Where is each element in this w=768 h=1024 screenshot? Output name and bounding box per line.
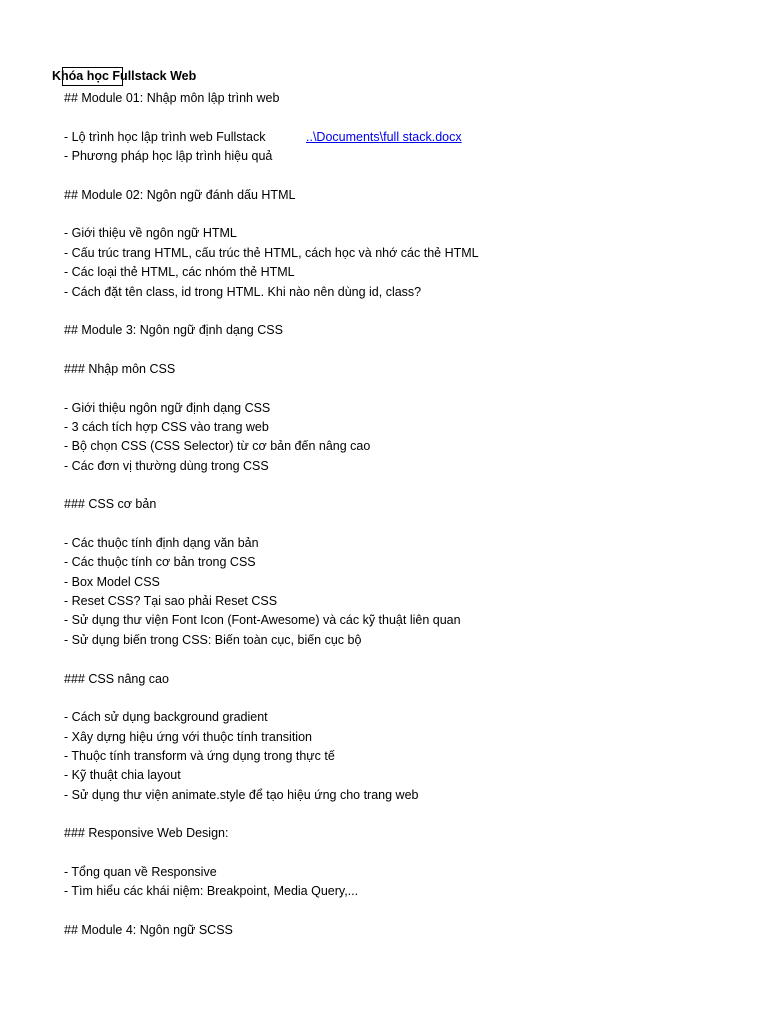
- text-line: - Giới thiệu ngôn ngữ định dạng CSS: [64, 400, 271, 415]
- document-hyperlink[interactable]: ..\Documents\full stack.docx: [306, 130, 462, 144]
- document-title: [52, 67, 197, 86]
- text-line: ## Module 02: Ngôn ngữ đánh dấu HTML: [64, 187, 296, 202]
- text-line: - Tìm hiểu các khái niệm: Breakpoint, Media Query,...: [64, 884, 359, 899]
- text-line: - Reset CSS? Tại sao phải Reset CSS: [64, 594, 278, 609]
- text-line: - Tổng quan về Responsive: [64, 865, 217, 879]
- text-line: - Box Model CSS: [64, 574, 160, 589]
- text-line: - Các thuộc tính cơ bản trong CSS: [64, 555, 256, 570]
- text-line: - Thuộc tính transform và ứng dụng trong thực tế: [64, 748, 335, 763]
- text-line: ## Module 4: Ngôn ngữ SCSS: [64, 923, 233, 938]
- text-line: - Bộ chọn CSS (CSS Selector) từ cơ bản đến nâng cao: [64, 439, 371, 454]
- text-line: - Các đơn vị thường dùng trong CSS: [64, 458, 269, 473]
- text-line: - Các thuộc tính định dạng văn bản: [64, 536, 259, 551]
- text-line: ## Module 3: Ngôn ngữ định dạng CSS: [64, 323, 283, 338]
- document-title-text: Khóa học Fullstack Web: [52, 69, 197, 83]
- text-line: ### CSS cơ bản: [64, 497, 157, 512]
- text-line: - 3 cách tích hợp CSS vào trang web: [64, 419, 269, 434]
- text-line: ### Nhập môn CSS: [64, 361, 176, 376]
- text-line: - Kỹ thuật chia layout: [64, 768, 181, 783]
- text-line: - Các loại thẻ HTML, các nhóm thẻ HTML: [64, 265, 295, 280]
- text-line: - Cách sử dụng background gradient: [64, 710, 268, 725]
- text-line: - Lộ trình học lập trình web Fullstack: [64, 129, 266, 144]
- text-line: ### Responsive Web Design:: [64, 826, 229, 841]
- text-line: - Xây dựng hiệu ứng với thuộc tính transition: [64, 729, 312, 744]
- text-line: - Cách đặt tên class, id trong HTML. Khi nào nên dùng id, class?: [64, 284, 422, 299]
- text-line: - Giới thiệu về ngôn ngữ HTML: [64, 226, 237, 241]
- text-line: - Sử dụng thư viện Font Icon (Font-Awesome) và các kỹ thuật liên quan: [64, 613, 461, 628]
- text-line: - Cấu trúc trang HTML, cấu trúc thẻ HTML, cách học và nhớ các thẻ HTML: [64, 245, 479, 260]
- text-line: - Sử dụng biến trong CSS: Biến toàn cục, biến cục bộ: [64, 632, 362, 647]
- text-line: - Sử dụng thư viện animate.style để tạo hiệu ứng cho trang web: [64, 787, 419, 802]
- text-line: ### CSS nâng cao: [64, 671, 169, 686]
- text-line: - Phương pháp học lập trình hiệu quả: [64, 149, 273, 164]
- text-line: ## Module 01: Nhập môn lập trình web: [64, 91, 280, 105]
